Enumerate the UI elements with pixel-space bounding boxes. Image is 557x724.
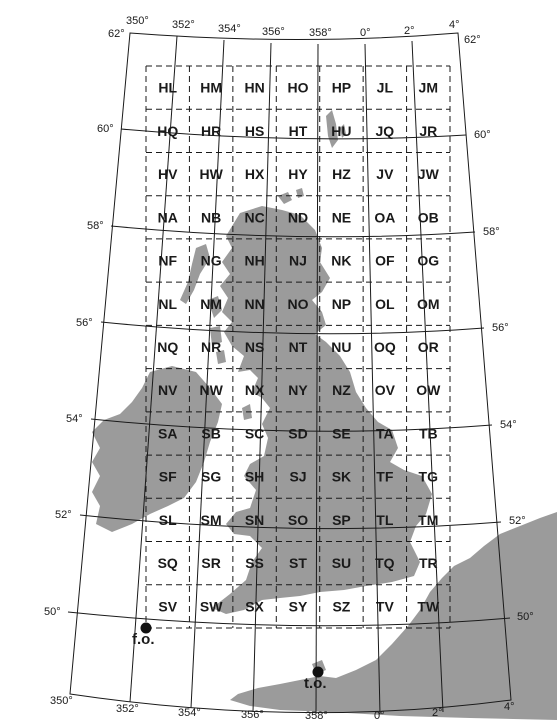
grid-square-label: NE — [331, 209, 352, 226]
bottom-label: 356° — [241, 709, 264, 721]
grid-square-label: NP — [331, 295, 352, 312]
grid-square-label: NO — [287, 295, 309, 312]
grid-square-label: HU — [331, 122, 352, 139]
grid-square-label: NH — [244, 252, 265, 269]
grid-square-label: OV — [374, 382, 395, 399]
grid-square-label: NM — [200, 295, 223, 312]
grid-square-label: JW — [417, 166, 439, 183]
true-origin-label: t.o. — [304, 675, 327, 692]
grid-square-label: NK — [331, 252, 352, 269]
grid-square-label: TW — [417, 598, 440, 615]
grid-square-label: SP — [332, 511, 351, 528]
grid-square-label: HV — [157, 166, 178, 183]
bottom-label: 350° — [50, 695, 73, 707]
grid-square-label: NT — [288, 339, 308, 355]
grid-square-label: HM — [200, 79, 223, 96]
grid-square-label: HN — [244, 79, 265, 96]
grid-square-label: SO — [287, 511, 309, 528]
grid-square-label: SY — [288, 598, 308, 615]
grid-square-label: HW — [199, 166, 223, 183]
bottom-label: 354° — [178, 707, 201, 719]
grid-square-label: HY — [288, 166, 308, 183]
grid-square-label: SE — [332, 425, 351, 442]
right-label: 58° — [483, 226, 500, 238]
grid-square-label: HT — [288, 122, 308, 139]
grid-square-label: OL — [375, 295, 395, 312]
grid-square-label: NX — [244, 382, 265, 399]
grid-square-label: TG — [418, 468, 439, 485]
grid-square-label: JR — [419, 122, 438, 139]
grid-square-label: SH — [244, 468, 265, 485]
top-label: 352° — [172, 19, 195, 31]
grid-square-label: SG — [201, 468, 222, 485]
grid-square-label: HX — [244, 166, 265, 183]
grid-square-label: SK — [331, 468, 352, 485]
false-origin-label: f.o. — [132, 631, 155, 648]
left-label: 52° — [55, 509, 72, 521]
grid-square-label: NW — [199, 382, 223, 399]
grid-square-label: HQ — [157, 122, 179, 139]
grid-square-label: OF — [375, 252, 395, 269]
grid-square-label: SF — [158, 468, 177, 485]
grid-square-label: SS — [245, 555, 264, 572]
grid-square-label: NC — [244, 209, 265, 226]
grid-square-label: JV — [376, 166, 394, 183]
grid-square-label: NR — [201, 339, 222, 355]
top-label: 350° — [126, 15, 149, 27]
grid-square-label: SM — [200, 511, 222, 528]
bottom-label: 352° — [116, 703, 139, 715]
grid-square-label: SQ — [157, 555, 178, 572]
top-label: 356° — [262, 26, 285, 38]
grid-square-label: SN — [244, 511, 265, 528]
grid-square-label: OQ — [373, 339, 396, 355]
grid-square-label: TR — [418, 555, 438, 572]
top-label: 4° — [449, 19, 460, 31]
top-label: 0° — [360, 27, 371, 39]
grid-square-label: NY — [288, 382, 308, 399]
right-label: 50° — [517, 611, 534, 623]
grid-square-label: SX — [245, 598, 264, 615]
bottom-label: 4° — [504, 701, 515, 713]
grid-square-label: JL — [376, 79, 394, 96]
grid-square-label: JQ — [375, 122, 395, 139]
bottom-label: 358° — [305, 710, 328, 722]
grid-square-label: SZ — [332, 598, 351, 615]
grid-square-label: SW — [199, 598, 223, 615]
grid-square-label: SJ — [289, 468, 307, 485]
grid-square-label: OB — [417, 209, 439, 226]
grid-square-label: SR — [201, 555, 221, 572]
grid-square-label: ST — [289, 555, 307, 572]
grid-square-label: TB — [418, 425, 438, 442]
grid-square-label: SA — [157, 425, 178, 442]
grid-square-label: OM — [417, 295, 440, 312]
top-label: 358° — [309, 27, 332, 39]
grid-square-label: OA — [374, 209, 396, 226]
grid-square-label: SC — [244, 425, 265, 442]
grid-square-label: NL — [158, 295, 178, 312]
right-label: 56° — [492, 322, 509, 334]
left-label: 56° — [76, 317, 93, 329]
left-label: 60° — [97, 123, 114, 135]
left-label: 62° — [108, 28, 125, 40]
grid-square-label: TV — [375, 598, 394, 615]
grid-square-label: HS — [244, 122, 265, 139]
grid-square-label: NN — [244, 295, 265, 312]
grid-square-label: NJ — [289, 252, 307, 269]
grid-square-label: JM — [418, 79, 439, 96]
grid-square-label: HP — [331, 79, 352, 96]
grid-square-label: HO — [287, 79, 309, 96]
left-label: 50° — [44, 606, 61, 618]
bottom-label: 2° — [432, 707, 443, 719]
grid-square-label: HR — [201, 122, 222, 139]
bottom-label: 0° — [374, 710, 385, 722]
grid-square-label: SV — [158, 598, 178, 615]
grid-square-label: TF — [376, 468, 394, 485]
grid-square-label: SB — [201, 425, 221, 442]
right-label: 52° — [509, 515, 526, 527]
grid-square-label: NZ — [332, 382, 351, 399]
grid-square-label: TQ — [375, 555, 395, 572]
grid-square-label: NG — [200, 252, 222, 269]
grid-square-label: SD — [288, 425, 308, 442]
right-label: 62° — [464, 34, 481, 46]
grid-square-label: TL — [376, 511, 394, 528]
grid-square-label: TM — [418, 511, 439, 528]
left-label: 54° — [66, 413, 83, 425]
grid-square-label: SU — [331, 555, 352, 572]
right-label: 54° — [500, 419, 517, 431]
top-label: 2° — [404, 25, 415, 37]
right-label: 60° — [474, 129, 491, 141]
grid-square-label: NQ — [157, 339, 179, 355]
grid-square-label: ND — [287, 209, 309, 226]
grid-square-label: HL — [158, 79, 178, 96]
grid-square-label: NF — [158, 252, 178, 269]
grid-square-label: OG — [417, 252, 440, 269]
grid-square-label: SL — [158, 511, 177, 528]
grid-square-label: NS — [244, 339, 265, 355]
grid-square-label: OW — [416, 382, 441, 399]
top-label: 354° — [218, 23, 241, 35]
grid-square-label: OR — [417, 339, 439, 355]
grid-square-label: HZ — [332, 166, 351, 183]
left-label: 58° — [87, 220, 104, 232]
grid-square-label: NA — [157, 209, 178, 226]
grid-square-label: TA — [376, 425, 394, 442]
grid-square-label: NV — [157, 382, 178, 399]
grid-square-label: NB — [201, 209, 222, 226]
grid-square-label: NU — [331, 339, 352, 355]
